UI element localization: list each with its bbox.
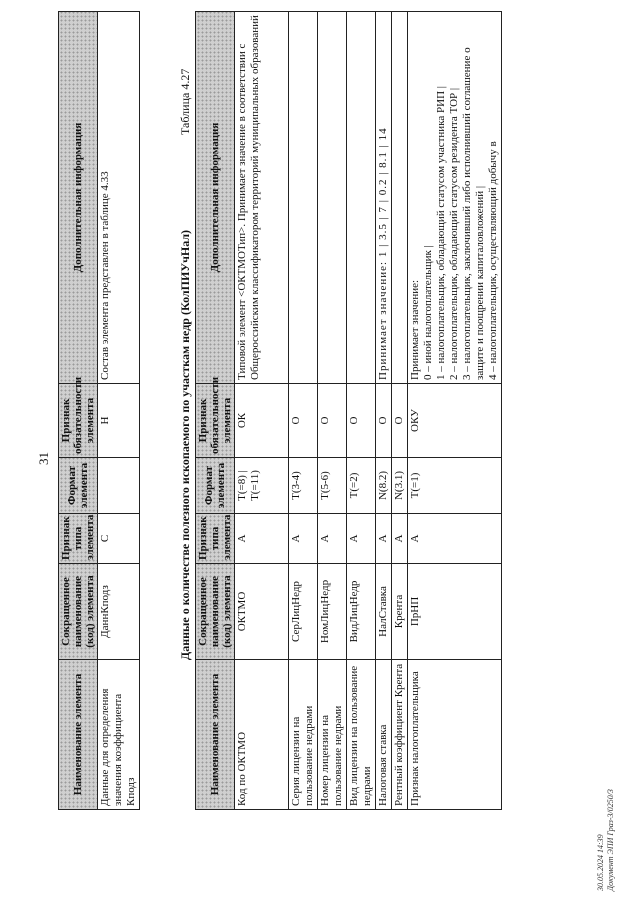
col-header-info: Дополнительная информация [196,12,235,384]
cell-format: T(=2) [347,458,376,514]
document-stamp [596,789,616,891]
cell-info: Состав элемента представлен в таблице 4.33 [98,12,140,384]
cell-mandatory: ОКУ [408,384,502,458]
cell-name: Налоговая ставка [376,660,392,810]
prnp-value: 4 – налогоплательщик, осуществляющий добычу в [487,141,499,380]
col-header-mandatory: Признак обязательности элемента [196,384,235,458]
table-row [98,12,140,810]
cell-format: T(3-4) [289,458,318,514]
cell-type: А [376,514,392,564]
cell-info: Принимает значение: 1 | 3.5 | 7 | 0.2 | 8.1 | 14 [376,12,392,384]
cell-type: А [392,514,408,564]
cell-mandatory: О [392,384,408,458]
table-header-row [196,12,235,810]
col-header-format: Формат элемента [196,458,235,514]
cell-type: А [289,514,318,564]
prnp-intro: Принимает значение: [409,279,421,380]
table-row [289,12,318,810]
cell-type: А [347,514,376,564]
cell-name: Рентный коэффициент Крента [392,660,408,810]
table-row [408,12,502,810]
cell-short: СерЛицНедр [289,564,318,660]
cell-short: ПрНП [408,564,502,660]
cell-short: НомЛицНедр [318,564,347,660]
col-header-info: Дополнительная информация [59,12,98,384]
table-header-row [59,12,98,810]
page-number: 31 [36,452,51,465]
cell-type: А [318,514,347,564]
cell-mandatory: ОК [235,384,289,458]
table-row [235,12,289,810]
cell-mandatory: О [376,384,392,458]
cell-mandatory: О [347,384,376,458]
col-header-format: Формат элемента [59,458,98,514]
cell-info [347,12,376,384]
table-row [392,12,408,810]
cell-name: Номер лицензии на пользование недрами [318,660,347,810]
col-header-type: Признак типа элемента [59,514,98,564]
cell-format: T(=8) | T(=11) [235,458,289,514]
cell-type: А [235,514,289,564]
stamp-doc: Документ ЭПИ Граз-3/0250/3 [606,789,615,891]
prnp-value: 2 – налогоплательщик, обладающий статусом резидента ТОР | [448,87,460,380]
cell-format: N(3.1) [392,458,408,514]
cell-mandatory: О [289,384,318,458]
col-header-short: Сокращенное наименование (код) элемента [196,564,235,660]
prnp-value: 3 – налогоплательщик, заключивший либо исполнивший соглашение о защите и поощрении капиталовложений | [461,47,486,380]
cell-name: Данные для определения значения коэффициента Кподз [98,660,140,810]
cell-short: Крента [392,564,408,660]
cell-info [318,12,347,384]
cell-info-prnp [408,12,502,384]
table-caption: Таблица 4.27 [178,68,192,135]
cell-format [98,458,140,514]
table-row [347,12,376,810]
cell-short: ВидЛицНедр [347,564,376,660]
cell-name: Признак налогоплательщика [408,660,502,810]
cell-name: Серия лицензии на пользование недрами [289,660,318,810]
prnp-value: 1 – налогоплательщик, обладающий статусом участника РИП | [435,86,447,380]
cell-format: N(8.2) [376,458,392,514]
table-row [318,12,347,810]
cell-short: ДаннКподз [98,564,140,660]
cell-info [289,12,318,384]
cell-format: T(5-6) [318,458,347,514]
cell-type: А [408,514,502,564]
cell-info: Типовой элемент <ОКТМОТип>. Принимает значение в соответствии с Общероссийским классификатором территорий муниципальных образований [235,12,289,384]
cell-mandatory: О [318,384,347,458]
cell-name: Вид лицензии на пользование недрами [347,660,376,810]
col-header-short: Сокращенное наименование (код) элемента [59,564,98,660]
kolpiuchnal-table [195,11,502,810]
cell-short: НалСтавка [376,564,392,660]
cell-short: ОКТМО [235,564,289,660]
cell-name: Код по ОКТМО [235,660,289,810]
cell-format: T(=1) [408,458,502,514]
table-row [376,12,392,810]
stamp-date: 30.05.2024 14:39 [596,834,605,891]
cell-info [392,12,408,384]
cell-type: С [98,514,140,564]
col-header-name: Наименование элемента [196,660,235,810]
col-header-name: Наименование элемента [59,660,98,810]
element-table-continued [58,11,140,810]
col-header-mandatory: Признак обязательности элемента [59,384,98,458]
table-title: Данные о количестве полезного ископаемого по участкам недр (КолПИУчНал) [178,229,192,661]
cell-mandatory: Н [98,384,140,458]
col-header-type: Признак типа элемента [196,514,235,564]
prnp-value: 0 – иной налогоплательщик | [422,245,434,380]
